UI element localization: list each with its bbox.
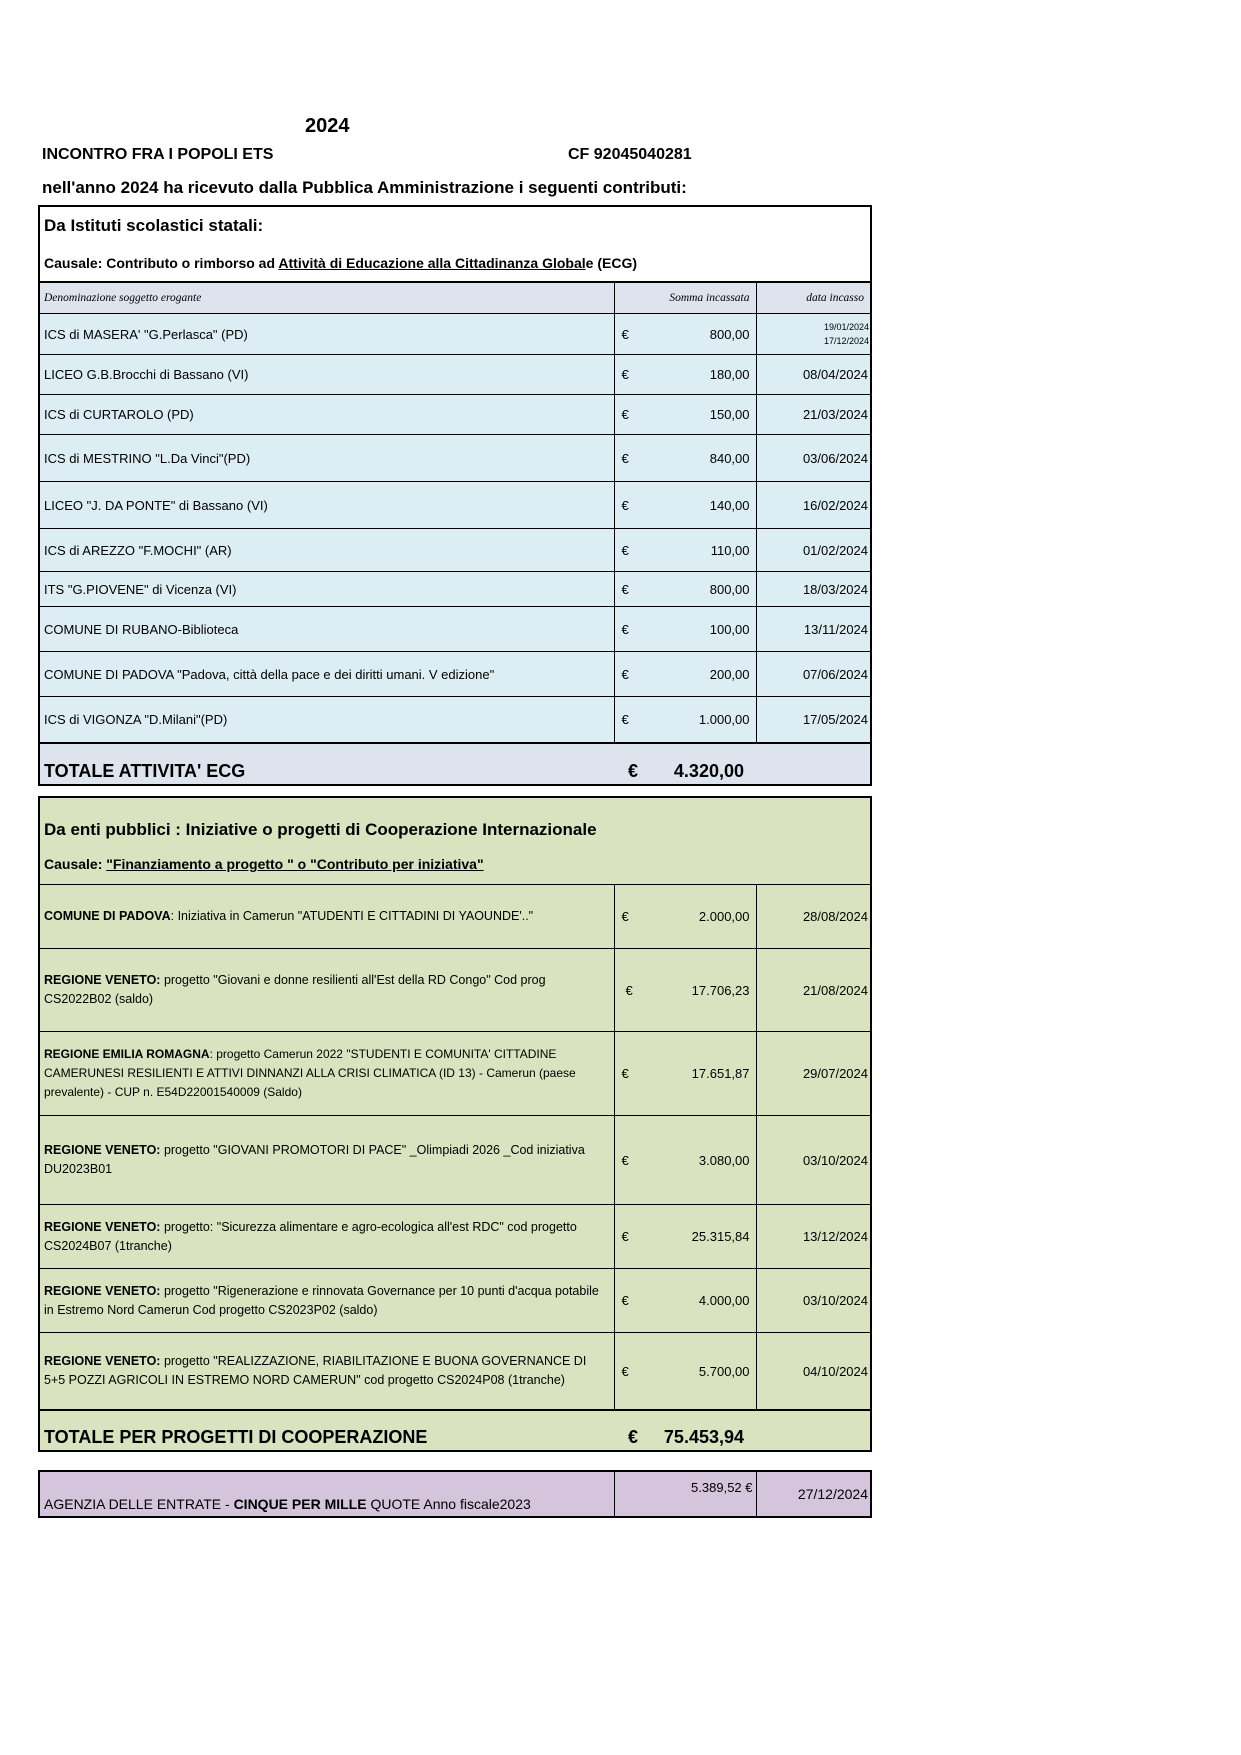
row-name: COMUNE DI PADOVA "Padova, città della pace e dei diritti umani. V edizione" <box>39 652 614 697</box>
row-amount: € 180,00 <box>614 355 756 395</box>
cinque-per-mille-table <box>38 1470 872 1518</box>
row-amount: € 5.700,00 <box>614 1333 756 1411</box>
table-row <box>39 482 871 529</box>
row-description: REGIONE VENETO: progetto "GIOVANI PROMOTORI DI PACE" _Olimpiadi 2026 _Cod iniziativa DU2023B01 <box>39 1116 614 1205</box>
currency-symbol: € <box>621 497 629 513</box>
row-amount: € 17.651,87 <box>614 1032 756 1116</box>
row-date: 16/02/2024 <box>756 482 871 529</box>
table-row <box>39 572 871 607</box>
organization-name: INCONTRO FRA I POPOLI ETS <box>42 146 274 163</box>
row-date: 21/03/2024 <box>756 395 871 435</box>
table-row <box>39 355 871 395</box>
table-row <box>39 697 871 744</box>
row-description: AGENZIA DELLE ENTRATE - CINQUE PER MILLE QUOTE Anno fiscale2023 <box>39 1471 614 1517</box>
ecg-total-label: TOTALE ATTIVITA' ECG <box>39 743 614 785</box>
row-date: 01/02/2024 <box>756 529 871 572</box>
ecg-total-amount: € 4.320,00 <box>614 743 756 785</box>
currency-symbol: € <box>621 712 629 727</box>
row-amount: € 200,00 <box>614 652 756 697</box>
table-row <box>39 1333 871 1411</box>
row-date: 19/01/2024 17/12/2024 <box>756 314 871 355</box>
row-date: 28/08/2024 <box>756 885 871 949</box>
table-row <box>39 1205 871 1269</box>
row-date: 04/10/2024 <box>756 1333 871 1411</box>
fiscal-code: CF 92045040281 <box>568 146 692 163</box>
coop-total-amount: € 75.453,94 <box>614 1410 756 1451</box>
row-amount: € 840,00 <box>614 435 756 482</box>
ecg-causale-link: Attività di Educazione alla Cittadinanza Global <box>278 255 586 271</box>
currency-symbol: € <box>621 1229 629 1244</box>
coop-causale: Causale: "Finanziamento a progetto " o "Contributo per iniziativa" <box>39 844 871 885</box>
row-amount: € 800,00 <box>614 314 756 355</box>
table-row <box>39 529 871 572</box>
currency-symbol: € <box>621 407 629 422</box>
row-amount: € 25.315,84 <box>614 1205 756 1269</box>
ecg-table <box>38 205 872 786</box>
intro-text: nell'anno 2024 ha ricevuto dalla Pubblica Amministrazione i seguenti contributi: <box>42 178 687 197</box>
coop-section-title: Da enti pubblici : Iniziative o progetti di Cooperazione Internazionale <box>39 797 871 844</box>
table-row <box>39 1032 871 1116</box>
currency-symbol: € <box>625 982 633 998</box>
row-date: 07/06/2024 <box>756 652 871 697</box>
row-description: REGIONE EMILIA ROMAGNA: progetto Camerun 2022 "STUDENTI E COMUNITA' CITTADINE CAMERUNESI RESILIENTI E ATTIVI DINNANZI ALLA CRISI CLIMATICA (ID 13) - Camerun (paese prevalente) - CUP n. E54D22001540009 (Saldo) <box>39 1032 614 1116</box>
row-date: 13/11/2024 <box>756 607 871 652</box>
table-row <box>39 652 871 697</box>
row-amount: € 100,00 <box>614 607 756 652</box>
coop-total-label: TOTALE PER PROGETTI DI COOPERAZIONE <box>39 1410 614 1451</box>
table-row <box>39 1269 871 1333</box>
currency-symbol: € <box>621 1152 629 1168</box>
currency-symbol: € <box>621 367 629 382</box>
row-name: ICS di VIGONZA "D.Milani"(PD) <box>39 697 614 744</box>
table-row <box>39 1116 871 1205</box>
row-name: ICS di MESTRINO "L.Da Vinci"(PD) <box>39 435 614 482</box>
row-name: LICEO G.B.Brocchi di Bassano (VI) <box>39 355 614 395</box>
row-amount: € 140,00 <box>614 482 756 529</box>
row-date: 18/03/2024 <box>756 572 871 607</box>
row-date: 27/12/2024 <box>756 1471 871 1517</box>
row-name: ITS "G.PIOVENE" di Vicenza (VI) <box>39 572 614 607</box>
report-year: 2024 <box>305 115 350 137</box>
row-date: 13/12/2024 <box>756 1205 871 1269</box>
row-date: 03/10/2024 <box>756 1116 871 1205</box>
table-row <box>39 1471 871 1517</box>
table-row <box>39 607 871 652</box>
row-amount: € 110,00 <box>614 529 756 572</box>
row-date: 17/05/2024 <box>756 697 871 744</box>
currency-symbol: € <box>621 542 629 558</box>
currency-symbol: € <box>621 1363 629 1379</box>
ecg-causale: Causale: Contributo o rimborso ad Attività di Educazione alla Cittadinanza Globale (ECG) <box>39 239 871 282</box>
row-description: REGIONE VENETO: progetto: "Sicurezza alimentare e agro-ecologica all'est RDC" cod progetto CS2024B07 (1tranche) <box>39 1205 614 1269</box>
currency-symbol: € <box>621 1293 629 1308</box>
row-description: REGIONE VENETO: progetto "Rigenerazione e rinnovata Governance per 10 punti d'acqua potabile in Estremo Nord Camerun Cod progetto CS2023P02 (saldo) <box>39 1269 614 1333</box>
row-amount: 5.389,52 € <box>614 1471 756 1517</box>
currency-symbol: € <box>621 326 629 342</box>
ecg-section-title: Da Istituti scolastici statali: <box>44 216 264 235</box>
row-description: REGIONE VENETO: progetto "Giovani e donne resilienti all'Est della RD Congo" Cod prog CS2022B02 (saldo) <box>39 949 614 1032</box>
row-amount: € 1.000,00 <box>614 697 756 744</box>
row-date: 29/07/2024 <box>756 1032 871 1116</box>
col-header-amount: Somma incassata <box>614 282 756 314</box>
row-amount: € 17.706,23 <box>614 949 756 1032</box>
currency-symbol: € <box>621 450 629 466</box>
currency-symbol: € <box>621 581 629 597</box>
row-amount: € 800,00 <box>614 572 756 607</box>
row-name: COMUNE DI RUBANO-Biblioteca <box>39 607 614 652</box>
table-row <box>39 949 871 1032</box>
row-amount: € 150,00 <box>614 395 756 435</box>
col-header-date: data incasso <box>756 282 871 314</box>
row-description: REGIONE VENETO: progetto "REALIZZAZIONE, RIABILITAZIONE E BUONA GOVERNANCE DI 5+5 POZZI AGRICOLI IN ESTREMO NORD CAMERUN" cod progetto CS2024P08 (1tranche) <box>39 1333 614 1411</box>
currency-symbol: € <box>621 909 629 924</box>
coop-causale-link: "Finanziamento a progetto " o "Contributo per iniziativa" <box>106 856 484 872</box>
cooperation-table <box>38 796 872 1452</box>
row-name: ICS di AREZZO "F.MOCHI" (AR) <box>39 529 614 572</box>
row-description: COMUNE DI PADOVA: Iniziativa in Camerun "ATUDENTI E CITTADINI DI YAOUNDE'.." <box>39 885 614 949</box>
row-name: LICEO "J. DA PONTE" di Bassano (VI) <box>39 482 614 529</box>
table-row <box>39 435 871 482</box>
row-date: 08/04/2024 <box>756 355 871 395</box>
currency-symbol: € <box>621 666 629 682</box>
row-amount: € 3.080,00 <box>614 1116 756 1205</box>
table-row <box>39 885 871 949</box>
currency-symbol: € <box>621 621 629 637</box>
currency-symbol: € <box>621 1066 629 1081</box>
row-date: 03/10/2024 <box>756 1269 871 1333</box>
row-amount: € 2.000,00 <box>614 885 756 949</box>
table-row <box>39 314 871 355</box>
row-date: 03/06/2024 <box>756 435 871 482</box>
row-name: ICS di MASERA' "G.Perlasca" (PD) <box>39 314 614 355</box>
table-row <box>39 395 871 435</box>
row-amount: € 4.000,00 <box>614 1269 756 1333</box>
row-date: 21/08/2024 <box>756 949 871 1032</box>
col-header-name: Denominazione soggetto erogante <box>39 282 614 314</box>
row-name: ICS di CURTAROLO (PD) <box>39 395 614 435</box>
